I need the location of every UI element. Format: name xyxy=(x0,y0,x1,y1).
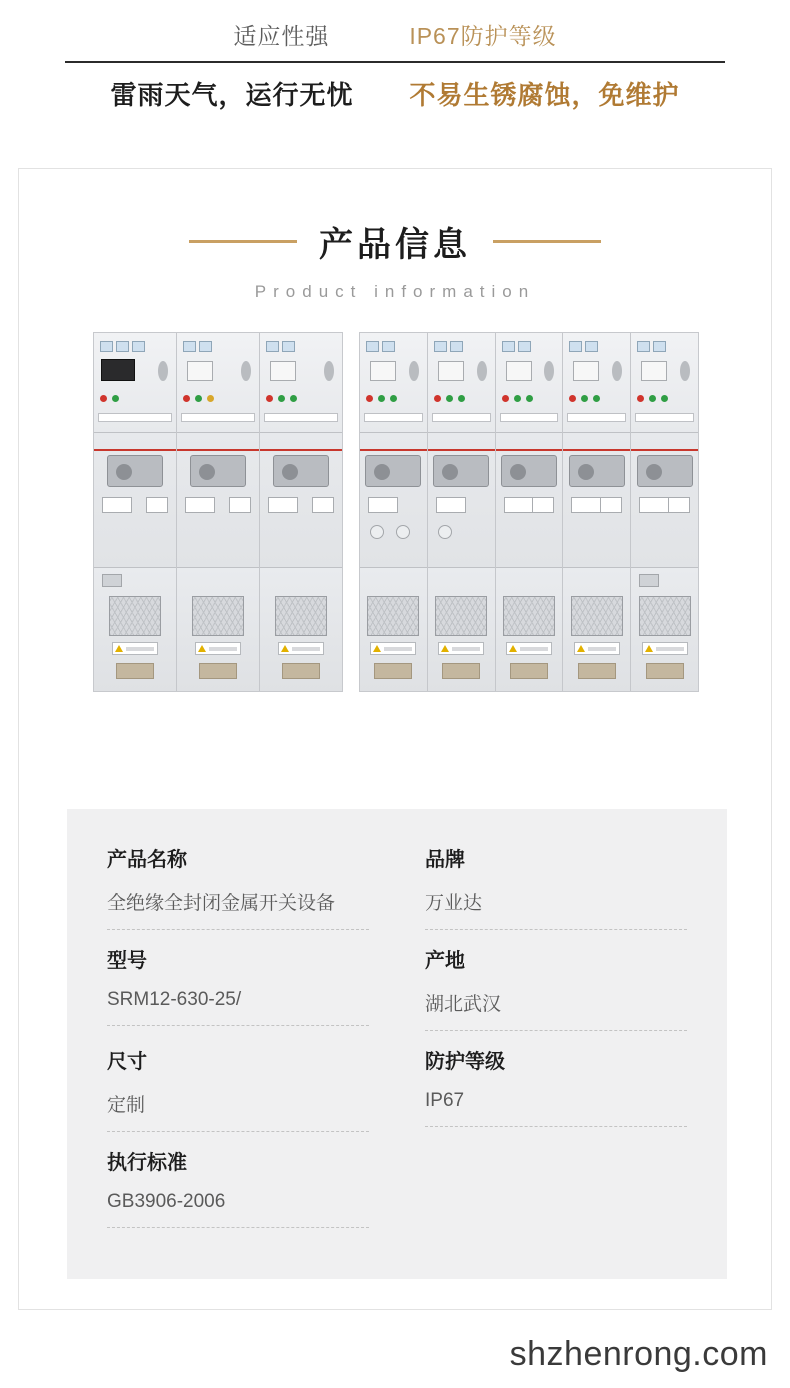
spec-value: SRM12-630-25/ xyxy=(107,989,369,1026)
meter-icon xyxy=(518,341,531,352)
switch-module xyxy=(573,361,599,381)
panel-control-section xyxy=(177,333,259,433)
lamp-green-icon xyxy=(649,395,656,402)
spec-label: 执行标准 xyxy=(107,1152,187,1174)
nameplate xyxy=(282,663,320,679)
cabinet-panel xyxy=(496,333,564,691)
meter-icon xyxy=(100,341,113,352)
warning-triangle-icon xyxy=(373,645,381,652)
gauge-icon xyxy=(312,497,334,513)
operating-mechanism xyxy=(365,455,421,487)
nameplate xyxy=(510,663,548,679)
meter-icon xyxy=(585,341,598,352)
lamp-red-icon xyxy=(637,395,644,402)
port-icon xyxy=(396,525,410,539)
meter-icon xyxy=(132,341,145,352)
lamp-green-icon xyxy=(378,395,385,402)
lamp-yellow-icon xyxy=(207,395,214,402)
warning-triangle-icon xyxy=(198,645,206,652)
vent-mesh xyxy=(109,596,161,636)
panel-control-section xyxy=(260,333,342,433)
operating-mechanism xyxy=(190,455,246,487)
lamp-green-icon xyxy=(278,395,285,402)
switch-module xyxy=(270,361,296,381)
indicator-lamp-group xyxy=(366,395,397,402)
meter-icon xyxy=(450,341,463,352)
panel-control-section xyxy=(631,333,698,433)
spec-item-brand xyxy=(425,843,687,944)
display-module xyxy=(101,359,135,381)
port-icon xyxy=(438,525,452,539)
meter-icon xyxy=(116,341,129,352)
cabinet-group-left xyxy=(93,332,343,692)
panel-operating-section xyxy=(94,433,176,568)
panel-operating-section xyxy=(428,433,495,568)
lamp-red-icon xyxy=(266,395,273,402)
spec-item-model xyxy=(107,944,369,1045)
meter-icon xyxy=(366,341,379,352)
gauge-icon xyxy=(639,497,669,513)
spec-label: 防护等级 xyxy=(425,1051,505,1073)
spec-value: IP67 xyxy=(425,1090,687,1127)
switch-module xyxy=(187,361,213,381)
page-title: 产品信息 xyxy=(319,226,471,264)
banner-headline-left: 雷雨天气，运行无忧 xyxy=(110,80,354,110)
lamp-green-icon xyxy=(581,395,588,402)
section-title-line xyxy=(19,217,771,266)
gauge-icon xyxy=(504,497,534,513)
spec-label: 型号 xyxy=(107,950,147,972)
handle-icon xyxy=(158,361,168,381)
handle-icon xyxy=(680,361,690,381)
site-watermark: shzhenrong.com xyxy=(509,1335,768,1373)
mimic-bus-line xyxy=(94,449,176,451)
label-strip xyxy=(264,413,338,422)
indicator-lamp-group xyxy=(637,395,668,402)
spec-table xyxy=(67,809,727,1279)
operating-mechanism xyxy=(501,455,557,487)
panel-control-section xyxy=(360,333,427,433)
operating-mechanism xyxy=(569,455,625,487)
spec-item-size xyxy=(107,1045,369,1146)
lamp-red-icon xyxy=(569,395,576,402)
banner-subtitle-right: IP67防护等级 xyxy=(409,23,557,49)
vent-mesh xyxy=(503,596,555,636)
panel-cable-section xyxy=(563,568,630,691)
panel-cable-section xyxy=(94,568,176,691)
indicator-lamp-group xyxy=(183,395,214,402)
handle-icon xyxy=(409,361,419,381)
label-strip xyxy=(500,413,559,422)
switch-module xyxy=(506,361,532,381)
label-strip xyxy=(364,413,423,422)
mimic-bus-line xyxy=(496,449,563,451)
lamp-green-icon xyxy=(290,395,297,402)
title-dash-right xyxy=(493,240,601,243)
spec-value: 定制 xyxy=(107,1090,369,1132)
handle-icon xyxy=(241,361,251,381)
nameplate xyxy=(578,663,616,679)
operating-mechanism xyxy=(273,455,329,487)
spec-label: 产品名称 xyxy=(107,849,187,871)
gauge-icon xyxy=(571,497,601,513)
lamp-red-icon xyxy=(502,395,509,402)
panel-operating-section xyxy=(631,433,698,568)
meter-group xyxy=(266,341,295,352)
vent-mesh xyxy=(435,596,487,636)
panel-cable-section xyxy=(631,568,698,691)
label-strip xyxy=(98,413,172,422)
meter-group xyxy=(502,341,531,352)
product-image xyxy=(81,332,711,697)
lamp-green-icon xyxy=(195,395,202,402)
cabinet-panel xyxy=(94,333,177,691)
operating-mechanism xyxy=(107,455,163,487)
gauge-icon xyxy=(268,497,298,513)
panel-cable-section xyxy=(428,568,495,691)
socket-icon xyxy=(102,574,122,587)
nameplate xyxy=(199,663,237,679)
spec-value: 全绝缘全封闭金属开关设备 xyxy=(107,888,369,930)
cabinet-panel xyxy=(360,333,428,691)
lamp-red-icon xyxy=(434,395,441,402)
mimic-bus-line xyxy=(563,449,630,451)
meter-icon xyxy=(653,341,666,352)
gauge-icon xyxy=(532,497,554,513)
panel-operating-section xyxy=(260,433,342,568)
warning-triangle-icon xyxy=(509,645,517,652)
operating-mechanism xyxy=(637,455,693,487)
mimic-bus-line xyxy=(260,449,342,451)
spec-label: 产地 xyxy=(425,950,465,972)
mimic-bus-line xyxy=(428,449,495,451)
meter-icon xyxy=(569,341,582,352)
spec-label: 尺寸 xyxy=(107,1051,147,1073)
gauge-icon xyxy=(229,497,251,513)
panel-cable-section xyxy=(360,568,427,691)
meter-group xyxy=(434,341,463,352)
warning-label xyxy=(574,642,620,655)
spec-value: 万业达 xyxy=(425,888,687,930)
banner-subtitle-left: 适应性强 xyxy=(233,23,330,49)
lamp-green-icon xyxy=(112,395,119,402)
indicator-lamp-group xyxy=(569,395,600,402)
warning-triangle-icon xyxy=(645,645,653,652)
warning-label xyxy=(112,642,158,655)
meter-icon xyxy=(502,341,515,352)
warning-triangle-icon xyxy=(115,645,123,652)
label-strip xyxy=(567,413,626,422)
meter-group xyxy=(366,341,395,352)
meter-icon xyxy=(183,341,196,352)
warning-label xyxy=(506,642,552,655)
cabinet-panel xyxy=(563,333,631,691)
indicator-lamp-group xyxy=(434,395,465,402)
nameplate xyxy=(374,663,412,679)
gauge-icon xyxy=(600,497,622,513)
warning-label xyxy=(195,642,241,655)
vent-mesh xyxy=(275,596,327,636)
warning-label xyxy=(438,642,484,655)
port-icon xyxy=(370,525,384,539)
vent-mesh xyxy=(192,596,244,636)
banner-subtitle-row xyxy=(60,18,730,61)
cabinet-panel xyxy=(177,333,260,691)
lamp-green-icon xyxy=(526,395,533,402)
mimic-bus-line xyxy=(631,449,698,451)
gauge-icon xyxy=(436,497,466,513)
spec-item-origin xyxy=(425,944,687,1045)
cabinet-panel xyxy=(260,333,342,691)
meter-icon xyxy=(637,341,650,352)
label-strip xyxy=(432,413,491,422)
spec-item-standard xyxy=(107,1146,369,1242)
panel-control-section xyxy=(496,333,563,433)
spec-grid xyxy=(107,843,687,1242)
banner-headline-row xyxy=(60,63,730,112)
warning-triangle-icon xyxy=(281,645,289,652)
warning-triangle-icon xyxy=(441,645,449,652)
spec-item-product-name xyxy=(107,843,369,944)
meter-icon xyxy=(282,341,295,352)
lamp-green-icon xyxy=(390,395,397,402)
vent-mesh xyxy=(571,596,623,636)
label-strip xyxy=(181,413,255,422)
spec-value: 湖北武汉 xyxy=(425,989,687,1031)
panel-operating-section xyxy=(496,433,563,568)
operating-mechanism xyxy=(433,455,489,487)
panel-operating-section xyxy=(563,433,630,568)
warning-triangle-icon xyxy=(577,645,585,652)
nameplate xyxy=(646,663,684,679)
gauge-icon xyxy=(185,497,215,513)
handle-icon xyxy=(612,361,622,381)
warning-label xyxy=(278,642,324,655)
port-group xyxy=(438,525,452,539)
mimic-bus-line xyxy=(360,449,427,451)
cabinet-group-right xyxy=(359,332,699,692)
meter-group xyxy=(183,341,212,352)
cabinet-panel xyxy=(631,333,698,691)
panel-control-section xyxy=(94,333,176,433)
lamp-green-icon xyxy=(458,395,465,402)
panel-cable-section xyxy=(496,568,563,691)
nameplate xyxy=(116,663,154,679)
cabinet-panel xyxy=(428,333,496,691)
lamp-green-icon xyxy=(446,395,453,402)
mimic-bus-line xyxy=(177,449,259,451)
gauge-icon xyxy=(102,497,132,513)
meter-group xyxy=(637,341,666,352)
gauge-icon xyxy=(146,497,168,513)
lamp-green-icon xyxy=(514,395,521,402)
lamp-red-icon xyxy=(366,395,373,402)
meter-group xyxy=(100,341,145,352)
meter-icon xyxy=(266,341,279,352)
spec-item-protection-rating xyxy=(425,1045,687,1146)
handle-icon xyxy=(477,361,487,381)
spec-label: 品牌 xyxy=(425,849,465,871)
panel-cable-section xyxy=(260,568,342,691)
lamp-red-icon xyxy=(183,395,190,402)
panel-operating-section xyxy=(360,433,427,568)
title-dash-left xyxy=(189,240,297,243)
warning-label xyxy=(642,642,688,655)
indicator-lamp-group xyxy=(266,395,297,402)
section-title-block xyxy=(19,217,771,302)
lamp-red-icon xyxy=(100,395,107,402)
indicator-lamp-group xyxy=(100,395,119,402)
handle-icon xyxy=(544,361,554,381)
lamp-green-icon xyxy=(593,395,600,402)
spec-value: GB3906-2006 xyxy=(107,1191,369,1228)
panel-cable-section xyxy=(177,568,259,691)
indicator-lamp-group xyxy=(502,395,533,402)
panel-control-section xyxy=(563,333,630,433)
label-strip xyxy=(635,413,694,422)
section-subtitle: Product information xyxy=(254,282,536,301)
handle-icon xyxy=(324,361,334,381)
warning-label xyxy=(370,642,416,655)
vent-mesh xyxy=(367,596,419,636)
gauge-icon xyxy=(668,497,690,513)
socket-icon xyxy=(639,574,659,587)
vent-mesh xyxy=(639,596,691,636)
panel-operating-section xyxy=(177,433,259,568)
switch-module xyxy=(438,361,464,381)
top-banner xyxy=(0,18,790,112)
product-info-card xyxy=(18,168,772,1310)
panel-control-section xyxy=(428,333,495,433)
banner-headline-right: 不易生锈腐蚀，免维护 xyxy=(409,80,680,110)
meter-icon xyxy=(199,341,212,352)
gauge-icon xyxy=(368,497,398,513)
switch-module xyxy=(370,361,396,381)
port-group xyxy=(370,525,410,539)
switch-module xyxy=(641,361,667,381)
meter-icon xyxy=(434,341,447,352)
lamp-green-icon xyxy=(661,395,668,402)
meter-icon xyxy=(382,341,395,352)
nameplate xyxy=(442,663,480,679)
meter-group xyxy=(569,341,598,352)
